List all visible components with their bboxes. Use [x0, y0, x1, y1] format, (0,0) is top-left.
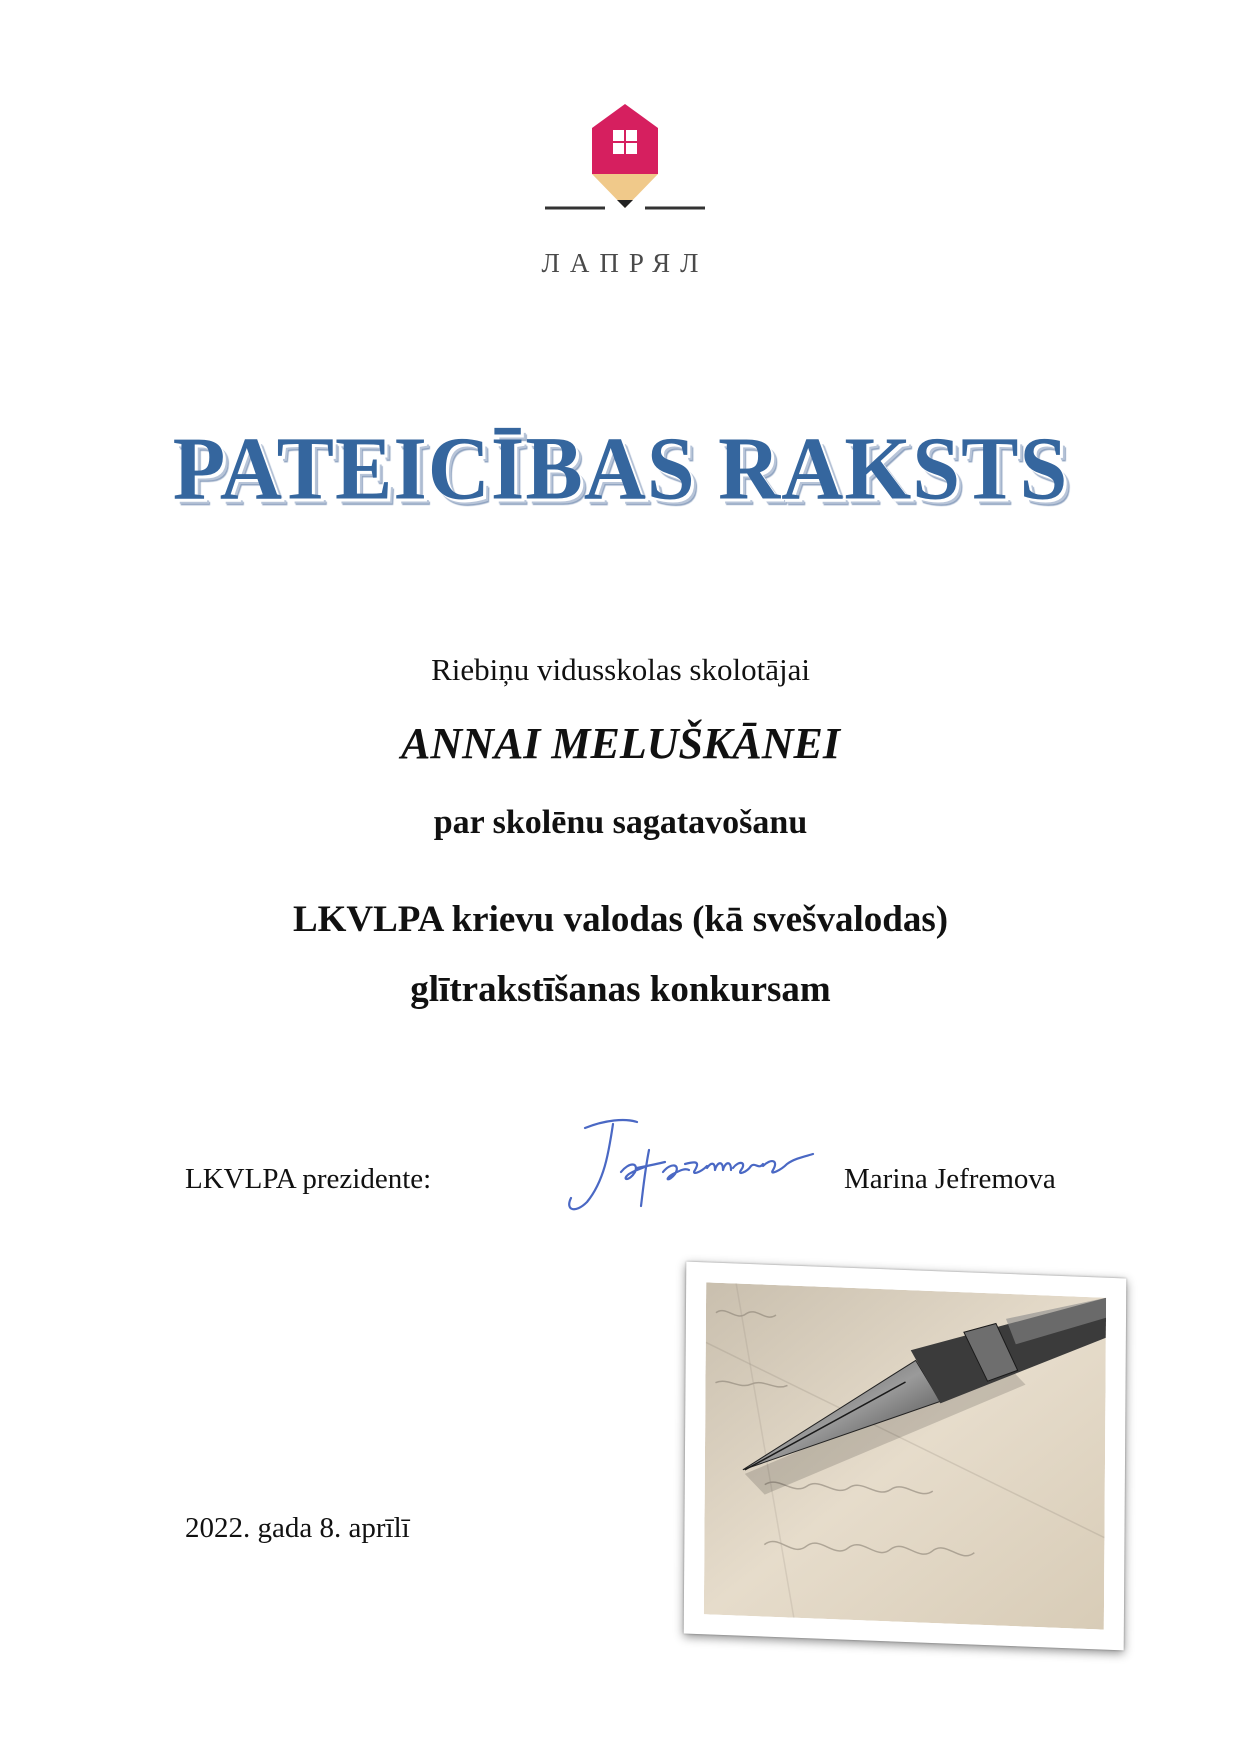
photo-frame: [684, 1262, 1127, 1651]
logo: [545, 100, 705, 210]
handwritten-signature: [525, 1110, 815, 1240]
recipient-line: Riebiņu vidusskolas skolotājai: [431, 652, 810, 687]
signer-name: Marina Jefremova: [844, 1163, 1056, 1195]
fountain-pen-photo: [704, 1282, 1106, 1629]
reason-line: par skolēnu sagatavošanu: [433, 804, 808, 841]
contest-line-1: LKVLPA krievu valodas (kā svešvalodas): [292, 899, 949, 940]
pencil-lead: [617, 200, 633, 208]
house-shape: [592, 104, 658, 174]
logo-text: ЛАПРЯЛ: [541, 248, 709, 278]
issue-date: 2022. gada 8. aprīlī: [185, 1512, 410, 1544]
signature-label: LKVLPA prezidente:: [185, 1163, 432, 1195]
recipient-name: ANNAI MELUŠKĀNEI: [401, 719, 840, 768]
certificate-title: PATEICĪBAS RAKSTS: [172, 417, 1069, 519]
contest-line-2: glītrakstīšanas konkursam: [410, 969, 831, 1010]
